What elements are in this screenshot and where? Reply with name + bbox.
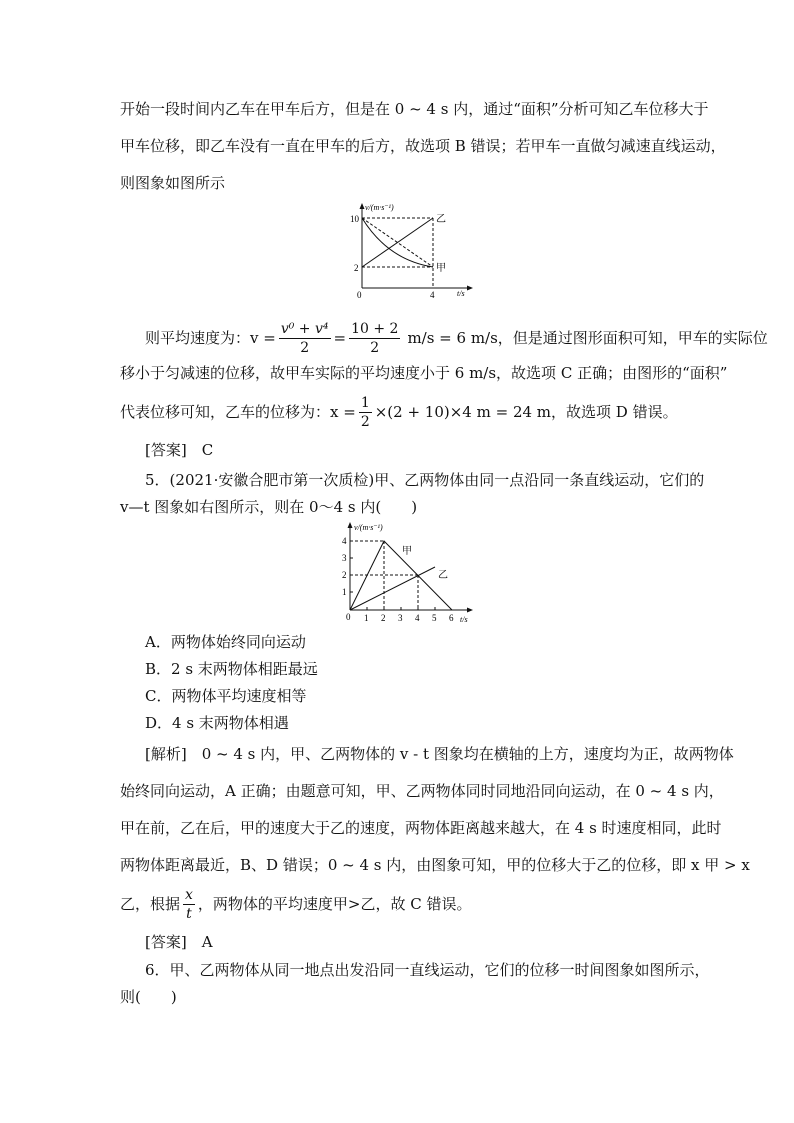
numerator: 10 + 2 (351, 320, 399, 337)
fraction (349, 320, 400, 357)
text-segment: 则平均速度为：v = (145, 329, 276, 347)
option-a: A．两物体始终同向运动 (145, 633, 306, 651)
formula-line (120, 392, 678, 432)
option-c: C．两物体平均速度相等 (145, 687, 307, 705)
velocity-time-graph-1 (340, 200, 480, 300)
x-tick-label: 3 (398, 613, 403, 623)
text-line: 移小于匀减速的位移，故甲车实际的平均速度小于 6 m/s，故选项 C 正确；由图形的“面积” (120, 364, 728, 382)
x-axis-label: t/s (457, 289, 465, 298)
text-segment: ，两物体的平均速度甲>乙，故 C 错误。 (197, 895, 472, 913)
denominator: 2 (360, 413, 370, 430)
formula-line (145, 318, 768, 358)
formula-line (120, 884, 472, 924)
text-line: 开始一段时间内乙车在甲车后方，但是在 0 ~ 4 s 内，通过“面积”分析可知乙车位移大于 (120, 100, 709, 118)
x-tick-label: 0 (357, 290, 362, 300)
question-text: 则( ) (120, 988, 177, 1006)
text-line: 甲车位移，即乙车没有一直在甲车的后方，故选项 B 错误；若甲车一直做匀减速直线运动， (120, 137, 726, 155)
text-segment: m/s = 6 m/s，但是通过图形面积可知，甲车的实际位 (407, 329, 768, 347)
x-tick-label: 4 (430, 290, 435, 300)
series-label-yi: 乙 (438, 570, 448, 581)
y-tick-label: 3 (342, 553, 347, 563)
x-tick-label: 5 (432, 613, 437, 623)
analysis-text: 甲在前，乙在后，甲的速度大于乙的速度，两物体距离越来越大，在 4 s 时速度相同，此时 (120, 819, 722, 837)
y-tick-label: 4 (342, 536, 347, 546)
x-tick-label: 1 (364, 613, 369, 623)
analysis-text: 两物体距离最近，B、D 错误；0 ~ 4 s 内，由图象可知，甲的位移大于乙的位移，即 x 甲 > x (120, 856, 750, 874)
option-b: B．2 s 末两物体相距最远 (145, 660, 318, 678)
numerator: v⁰ + v⁴ (280, 320, 329, 337)
denominator: 2 (370, 339, 380, 356)
x-axis-label: t/s (460, 615, 468, 624)
denominator: t (186, 905, 192, 922)
question-text: v—t 图象如右图所示，则在 0～4 s 内( ) (120, 498, 418, 516)
y-axis-label: v/(m·s⁻¹) (354, 523, 383, 532)
x-tick-label: 6 (449, 613, 454, 623)
numerator: x (185, 886, 193, 903)
text-segment: 代表位移可知，乙车的位移为：x = (120, 403, 356, 421)
question-text: 6．甲、乙两物体从同一地点出发沿同一直线运动，它们的位移一时间图象如图所示， (145, 961, 710, 979)
text-line: 则图象如图所示 (120, 174, 226, 192)
answer-label: [答案] C (145, 441, 214, 459)
text-segment: ×(2 + 10)×4 m = 24 m，故选项 D 错误。 (374, 403, 678, 421)
analysis-text: 始终同向运动，A 正确；由题意可知，甲、乙两物体同时同地沿同向运动，在 0 ~ 4 s 内， (120, 782, 724, 800)
option-d: D．4 s 末两物体相遇 (145, 714, 289, 732)
series-label-jia: 甲 (402, 546, 412, 557)
series-label-jia: 甲 (436, 263, 446, 274)
denominator: 2 (300, 339, 310, 356)
x-tick-label: 0 (346, 612, 351, 622)
x-tick-label: 2 (381, 613, 386, 623)
y-tick-label: 1 (342, 587, 347, 597)
answer-label: [答案] A (145, 933, 213, 951)
velocity-time-graph-2 (330, 518, 480, 626)
y-tick-label: 10 (350, 214, 359, 224)
x-tick-label: 4 (415, 613, 420, 623)
fraction (359, 394, 372, 431)
y-tick-label: 2 (342, 570, 347, 580)
fraction (279, 320, 331, 357)
analysis-text: [解析] 0 ~ 4 s 内，甲、乙两物体的 v - t 图象均在横轴的上方，速度均为正，故两物体 (145, 745, 734, 763)
text-segment: = (333, 329, 347, 347)
text-segment: 乙，根据 (120, 895, 181, 913)
series-label-yi: 乙 (436, 214, 446, 225)
numerator: 1 (360, 394, 370, 411)
y-axis-label: v/(m·s⁻¹) (365, 203, 394, 212)
question-text: 5．(2021·安徽合肥市第一次质检)甲、乙两物体由同一点沿同一条直线运动，它们的 (145, 471, 705, 489)
y-tick-label: 2 (354, 263, 359, 273)
fraction (183, 886, 195, 923)
